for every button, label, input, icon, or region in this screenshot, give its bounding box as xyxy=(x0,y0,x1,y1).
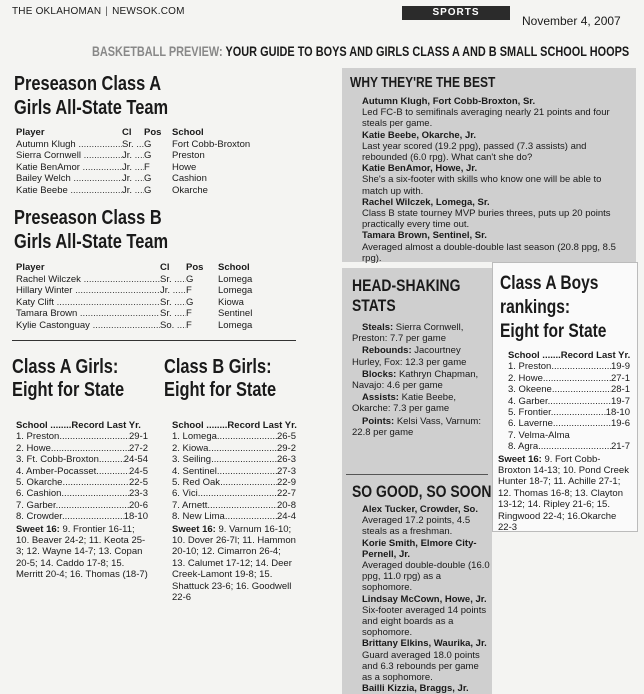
ranking-item xyxy=(16,431,148,442)
sweet16-text: 9. Frontier 16-11; 10. Beaver 24-2; 11. Keota 25-3; 12. Wayne 14-7; 13. Copan 20-5; 14. Caddo 17-8; 15. Merritt 20-4; 16. Thomas (18-7) xyxy=(16,523,148,581)
player-class: Jr. ..... xyxy=(160,285,186,297)
ranking-record: 19-6 xyxy=(610,418,630,430)
so-good-name: Brittany Elkins, Waurika, Jr. xyxy=(362,638,487,650)
ranking-item xyxy=(16,454,148,465)
table-row xyxy=(16,308,286,320)
col-player: Player xyxy=(16,127,45,138)
ranking-team: 8. New Lima ..... xyxy=(172,511,277,522)
stat-text: Katie Beebe, Okarche: 7.3 per game xyxy=(352,392,457,415)
so-good-name: Alex Tucker, Crowder, So. xyxy=(362,504,478,515)
ranking-record: 27-2 xyxy=(128,442,148,454)
why-best-title: WHY THEY'RE THE BEST xyxy=(350,74,496,91)
classA-girls-title1: Class A Girls: xyxy=(12,356,119,378)
stat-entry xyxy=(352,345,488,367)
player-name: Rachel Wilczek ..... xyxy=(16,274,160,286)
player-name: Katy Clift ..... xyxy=(16,297,160,309)
ranking-item xyxy=(172,511,296,522)
stat-entry xyxy=(352,416,488,438)
ranking-team: 5. Okarche ..... xyxy=(16,477,129,488)
classA-girls-rankings xyxy=(16,420,148,581)
player-pos: F xyxy=(144,161,150,173)
banner-kicker: BASKETBALL PREVIEW: xyxy=(92,43,223,59)
ranking-record: 24-5 xyxy=(128,465,148,477)
player-name: Kylie Castonguay ..... xyxy=(16,320,160,332)
so-good-entry xyxy=(352,638,490,683)
ranking-item xyxy=(172,488,296,499)
ranking-item xyxy=(508,407,630,418)
table-row xyxy=(16,173,252,185)
ranking-item xyxy=(16,466,148,477)
classB-girls-title1: Class B Girls: xyxy=(164,356,272,378)
ranking-item xyxy=(172,431,296,442)
so-good-desc: Six-footer averaged 14 points and eight boards as a sophomore. xyxy=(362,604,487,639)
so-good-desc: Averaged 17.2 points, 4.5 steals as a freshman. xyxy=(362,515,471,538)
ranking-item xyxy=(508,430,630,441)
ranking-item xyxy=(16,500,148,511)
col-player: Player xyxy=(16,262,45,273)
banner xyxy=(92,43,629,59)
ranking-item xyxy=(508,373,630,384)
section-label: SPORTS xyxy=(402,6,510,20)
table-row xyxy=(16,139,252,151)
classA-girls-title2: Eight for State xyxy=(12,379,125,401)
ranking-team: 5. Red Oak ..... xyxy=(172,477,277,488)
col-pos: Pos xyxy=(144,127,162,138)
so-good-name: Lindsay McCown, Howe, Jr. xyxy=(362,593,487,605)
head-shaking-list xyxy=(352,322,488,439)
so-good-desc: Guard averaged 18.0 points and 6.3 rebounds per game as a sophomore. xyxy=(362,649,480,684)
table-row xyxy=(16,274,286,286)
stat-entry xyxy=(352,322,488,344)
paper-name: THE OKLAHOMAN xyxy=(12,6,102,17)
table-row xyxy=(16,185,252,197)
ranking-item xyxy=(172,443,296,454)
head-shaking-title1: HEAD-SHAKING xyxy=(352,276,461,295)
player-name: Bailey Welch ..... xyxy=(16,173,122,185)
player-school: Cashion xyxy=(172,173,207,184)
ranking-item xyxy=(172,466,296,477)
ranking-team: 3. Ft. Cobb-Broxton ..... xyxy=(16,454,124,465)
player-class: Sr. ..... xyxy=(160,274,186,286)
col-school: School xyxy=(218,262,250,273)
ranking-team: 3. Seiling ..... xyxy=(172,454,277,465)
so-good-name: Bailli Kizzia, Braggs, Jr. xyxy=(362,683,469,694)
col-class: Cl xyxy=(122,127,132,138)
stat-text: Jacourtney Hurley, Fox: 12.3 per game xyxy=(352,345,467,368)
why-entry xyxy=(352,96,628,130)
player-pos: G xyxy=(186,273,194,285)
classB-team-title1: Preseason Class B xyxy=(14,207,162,229)
stat-label: Rebounds: xyxy=(362,345,412,357)
player-class: Sr. ..... xyxy=(160,308,186,320)
player-pos: G xyxy=(144,173,152,184)
player-pos: G xyxy=(186,296,194,308)
stat-label: Assists: xyxy=(362,392,399,404)
so-good-list xyxy=(352,504,490,694)
sweet16-text: 9. Varnum 16-10; 10. Dover 26-7l; 11. Hammon 20-10; 12. Cimarron 26-4; 13. Calumet 17-12; 14. Deer Creek-Lamont 19-8; 15. Shattuck 23-6; 16. Goodwell 22-6 xyxy=(172,523,296,604)
player-school: Lomega xyxy=(218,285,253,296)
why-entry-desc: Led FC-B to semifinals averaging nearly 21 points and four steals per game. xyxy=(362,107,610,130)
ranking-team: 7. Velma-Alma xyxy=(508,429,570,441)
table-row xyxy=(16,297,286,309)
ranking-item xyxy=(16,488,148,499)
why-entry-name: Katie BenAmor, Howe, Jr. xyxy=(362,163,478,175)
stat-text: Kathryn Chapman, Navajo: 4.6 per game xyxy=(352,368,479,392)
ranking-team: 4. Sentinel ..... xyxy=(172,466,277,477)
ranking-item xyxy=(172,500,296,511)
why-entry-desc: Last year scored (19.2 ppg), passed (7.3 assists) and rebounded (6.0 rpg). What can't she do? xyxy=(362,140,587,164)
ranking-team: 6. Vici ..... xyxy=(172,488,277,499)
player-pos: G xyxy=(144,138,152,150)
ranking-team: 7. Arnett ..... xyxy=(172,500,277,511)
why-entry xyxy=(352,197,628,231)
classA-boys-title3: Eight for State xyxy=(500,321,607,342)
ranking-record: 29-2 xyxy=(276,442,296,454)
ranking-item xyxy=(508,396,630,407)
why-entry-name: Katie Beebe, Okarche, Jr. xyxy=(362,129,477,141)
stat-label: Blocks: xyxy=(362,368,397,380)
why-entry-name: Tamara Brown, Sentinel, Sr. xyxy=(362,230,487,242)
col-pos: Pos xyxy=(186,262,204,273)
section-divider xyxy=(12,340,296,341)
player-school: Lomega xyxy=(218,319,253,331)
col-school: School xyxy=(172,127,204,138)
player-name: Katie BenAmor ..... xyxy=(16,162,122,174)
ranking-item xyxy=(508,361,630,372)
sweet16-text: 9. Fort Cobb-Broxton 14-13; 10. Pond Creek Hunter 18-7; 11. Achille 27-1; 12. Thomas 16-8; 13. Clayton 13-12; 14. Ripley 21-6; 15. Ringwood 22-4; 16.Okarche 22-3 xyxy=(498,453,629,534)
ranking-team: 1. Lomega ..... xyxy=(172,431,277,442)
ranking-item xyxy=(16,477,148,488)
rankings-header: School ........Record Last Yr. xyxy=(172,420,297,431)
stat-entry xyxy=(352,392,488,414)
ranking-record: 27-1 xyxy=(610,372,630,384)
ranking-team: 7. Garber ..... xyxy=(16,500,129,511)
player-school: Lomega xyxy=(218,273,253,285)
classA-boys-title1: Class A Boys xyxy=(500,273,599,294)
head-shaking-title xyxy=(352,276,460,316)
sweet16-label: Sweet 16: xyxy=(16,523,60,535)
player-class: So. ..... xyxy=(160,320,186,332)
why-best-list xyxy=(352,96,628,264)
player-class: Jr. ..... xyxy=(122,185,144,197)
ranking-item xyxy=(16,443,148,454)
ranking-team: 2. Kiowa ..... xyxy=(172,443,277,454)
player-class: Sr. ..... xyxy=(160,297,186,309)
why-entry-name: Rachel Wilczek, Lomega, Sr. xyxy=(362,196,490,208)
head-shaking-title2: STATS xyxy=(352,296,396,315)
ranking-record: 20-6 xyxy=(128,499,148,511)
ranking-record: 22-7 xyxy=(276,488,296,500)
table-header xyxy=(16,127,252,139)
player-school: Kiowa xyxy=(218,296,244,308)
table-row xyxy=(16,150,252,162)
stat-text: Kelsi Vass, Varnum: 22.8 per game xyxy=(352,415,481,438)
ranking-item xyxy=(508,418,630,429)
ranking-team: 8. Agra ..... xyxy=(508,441,611,452)
ranking-record: 24-54 xyxy=(123,454,148,466)
site-name: NEWSOK.COM xyxy=(112,6,185,17)
stat-entry xyxy=(352,369,488,391)
masthead-separator: | xyxy=(105,6,109,17)
why-entry-desc: Averaged almost a double-double last season (20.8 ppg, 8.5 rpg). xyxy=(362,241,616,264)
ranking-record: 22-9 xyxy=(276,477,296,489)
so-good-entry xyxy=(352,683,490,694)
classA-boys-rankings xyxy=(498,350,630,534)
sweet16 xyxy=(498,454,630,534)
player-school: Okarche xyxy=(172,184,208,196)
classB-team-title2: Girls All-State Team xyxy=(14,231,169,253)
ranking-team: 2. Howe ..... xyxy=(16,443,129,454)
ranking-record: 26-3 xyxy=(276,454,296,466)
ranking-item xyxy=(172,477,296,488)
sweet16-label: Sweet 16: xyxy=(498,453,542,465)
ranking-team: 1. Preston ..... xyxy=(16,431,129,442)
ranking-team: 6. Laverne ..... xyxy=(508,418,611,429)
ranking-record: 22-5 xyxy=(128,477,148,489)
player-name: Tamara Brown ..... xyxy=(16,308,160,320)
classA-team-title2: Girls All-State Team xyxy=(14,97,169,119)
ranking-team: 8. Crowder ..... xyxy=(16,511,124,522)
ranking-record: 21-7 xyxy=(610,441,630,453)
ranking-record: 19-7 xyxy=(610,395,630,407)
ranking-record: 26-5 xyxy=(276,431,296,443)
why-entry xyxy=(352,163,628,197)
ranking-item xyxy=(508,441,630,452)
ranking-item xyxy=(16,511,148,522)
player-school: Preston xyxy=(172,150,205,161)
stats-divider xyxy=(346,474,488,475)
so-good-title: SO GOOD, SO SOON xyxy=(352,482,492,501)
classA-team-table xyxy=(16,127,252,196)
table-header xyxy=(16,262,286,274)
table-row xyxy=(16,320,286,332)
ranking-team: 6. Cashion ..... xyxy=(16,488,129,499)
so-good-entry xyxy=(352,504,490,538)
stat-label: Steals: xyxy=(362,322,394,333)
player-name: Autumn Klugh ..... xyxy=(16,139,122,151)
player-school: Howe xyxy=(172,161,197,173)
classA-boys-title2: rankings: xyxy=(500,297,571,318)
stat-label: Points: xyxy=(362,415,395,427)
ranking-record: 18-10 xyxy=(605,407,630,419)
player-pos: F xyxy=(186,319,192,331)
classA-team-title1: Preseason Class A xyxy=(14,73,162,95)
classB-team-table xyxy=(16,262,286,331)
ranking-team: 1. Preston ..... xyxy=(508,361,611,372)
masthead xyxy=(12,6,185,17)
ranking-record: 27-3 xyxy=(276,465,296,477)
so-good-name: Korie Smith, Elmore City-Pernell, Jr. xyxy=(362,537,477,560)
player-class: Jr. ..... xyxy=(122,162,144,174)
ranking-record: 19-9 xyxy=(610,361,630,373)
player-pos: F xyxy=(186,308,192,319)
player-class: Jr. ..... xyxy=(122,173,144,185)
ranking-record: 24-4 xyxy=(276,511,296,523)
player-name: Hillary Winter ..... xyxy=(16,285,160,297)
player-school: Sentinel xyxy=(218,308,253,319)
player-name: Sierra Cornwell ..... xyxy=(16,150,122,162)
ranking-record: 18-10 xyxy=(123,511,148,523)
so-good-desc: Averaged double-double (16.0 ppg, 11.0 rpg) as a sophomore. xyxy=(362,560,490,594)
sweet16-label: Sweet 16: xyxy=(172,523,216,535)
why-entry xyxy=(352,130,628,164)
ranking-record: 29-1 xyxy=(128,431,148,443)
stat-text: Sierra Cornwell, Preston: 7.7 per game xyxy=(352,322,464,345)
ranking-team: 4. Garber ..... xyxy=(508,396,611,407)
classB-girls-title2: Eight for State xyxy=(164,379,277,401)
sweet16 xyxy=(16,524,148,581)
rankings-header: School ........Record Last Yr. xyxy=(16,420,141,431)
player-pos: F xyxy=(186,285,192,296)
ranking-record: 28-1 xyxy=(610,384,630,396)
classB-girls-rankings xyxy=(172,420,296,604)
ranking-item xyxy=(508,384,630,395)
ranking-team: 5. Frontier ..... xyxy=(508,407,606,418)
col-class: Cl xyxy=(160,262,170,273)
player-class: Sr. ..... xyxy=(122,139,144,151)
so-good-entry xyxy=(352,538,490,594)
player-pos: G xyxy=(144,150,152,161)
table-row xyxy=(16,285,286,297)
why-entry-desc: Class B state tourney MVP buries threes, puts up 20 points practically every time out. xyxy=(362,208,611,231)
why-entry-name: Autumn Klugh, Fort Cobb-Broxton, Sr. xyxy=(362,96,536,107)
rankings-header: School .......Record Last Yr. xyxy=(508,350,631,361)
issue-date: November 4, 2007 xyxy=(522,14,621,28)
why-entry xyxy=(352,230,628,264)
so-good-entry xyxy=(352,594,490,639)
ranking-team: 4. Amber-Pocasset ..... xyxy=(16,466,129,477)
table-row xyxy=(16,162,252,174)
ranking-team: 2. Howe ..... xyxy=(508,373,611,384)
banner-headline: YOUR GUIDE TO BOYS AND GIRLS CLASS A AND B SMALL SCHOOL HOOPS xyxy=(225,43,630,59)
player-class: Jr. ..... xyxy=(122,150,144,162)
ranking-record: 23-3 xyxy=(128,488,148,500)
sweet16 xyxy=(172,524,296,604)
ranking-record: 20-8 xyxy=(276,499,296,511)
ranking-team: 3. Okeene ..... xyxy=(508,384,611,395)
ranking-item xyxy=(172,454,296,465)
player-name: Katie Beebe ..... xyxy=(16,185,122,197)
why-entry-desc: She's a six-footer with skills who know one will be able to match up with. xyxy=(362,174,602,197)
player-school: Fort Cobb-Broxton xyxy=(172,138,251,150)
player-pos: G xyxy=(144,184,152,196)
